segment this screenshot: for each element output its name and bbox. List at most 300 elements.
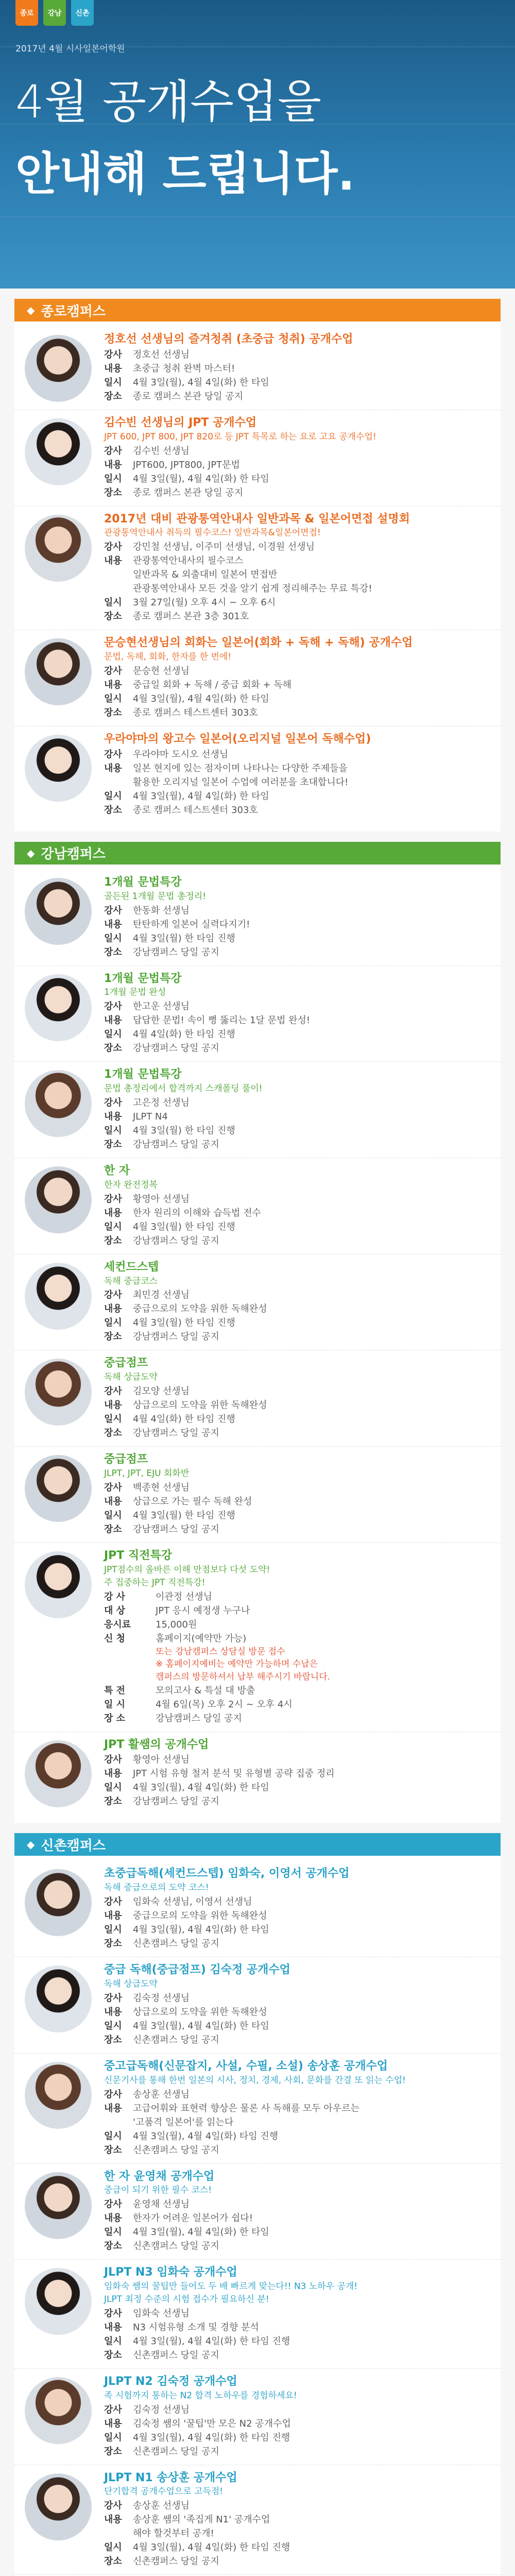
info-value: 신촌캠퍼스 당일 공지	[133, 2446, 219, 2457]
class-title: 중급 독해(중급점프) 김숙정 공개수업	[104, 1963, 290, 1977]
info-label: 일시	[104, 933, 122, 944]
class-details	[104, 512, 490, 624]
info-value: 강남캠퍼스 당일 공지	[156, 1713, 242, 1724]
info-label: 강사	[104, 666, 122, 676]
hero-subtitle: 2017년 4월 시사일본어학원	[15, 44, 125, 54]
info-row	[104, 362, 490, 376]
class-title: 한 자 윤영채 공개수업	[104, 2170, 215, 2183]
info-label: 내용	[104, 1768, 122, 1780]
info-value: 신촌캠퍼스 당일 공지	[133, 2034, 219, 2045]
class-title: 1개월 문법특강	[104, 1068, 182, 1081]
info-note: 또는 강남캠퍼스 상담실 방문 접수	[156, 1646, 285, 1657]
info-label: 강사	[104, 1097, 122, 1108]
info-row	[104, 748, 490, 761]
info-value: 4월 4일(화) 한 타임 진행	[133, 1414, 235, 1425]
info-value: 정호선 선생님	[133, 349, 190, 360]
info-row	[104, 596, 490, 609]
info-value: 초중급 청취 완벽 마스터!	[133, 363, 235, 374]
info-row	[104, 931, 490, 945]
class-item	[14, 506, 501, 631]
class-subtitle: 관광통역안내사 취득의 필수코스! 일반과목&일본어면접!	[104, 528, 321, 538]
info-value: 4월 3일(월) 한 타임 진행	[133, 1510, 235, 1521]
info-label: 일시	[104, 2432, 122, 2443]
info-value: 답답한 문법! 속이 뻥 뚫리는 1달 문법 완성!	[133, 1015, 311, 1026]
info-row	[104, 918, 490, 931]
instructor-photo	[25, 418, 92, 485]
info-value: 한동화 선생님	[133, 905, 190, 916]
info-label: 장소	[104, 707, 122, 718]
instructor-photo	[25, 1166, 92, 1233]
instructor-photo	[25, 1869, 92, 1936]
class-details	[104, 1866, 490, 1951]
info-value: 종로 캠퍼스 테스트센터 303호	[133, 707, 258, 718]
info-row	[104, 1316, 490, 1330]
info-label: 강사	[104, 749, 122, 760]
info-value: 4월 3일(월), 4월 4일(화) 한 타임 진행	[133, 2432, 290, 2443]
info-label: 내용	[104, 363, 122, 374]
class-subtitle: 족 시험까지 통하는 N2 합격 노하우를 경험하세요!	[104, 2390, 297, 2401]
info-label: 일시	[104, 377, 122, 388]
class-title: 중고급독해(신문잡지, 사설, 수필, 소설) 송상훈 공개수업	[104, 2059, 388, 2073]
class-subtitle: 독해 상급도약	[104, 1372, 158, 1383]
instructor-photo	[25, 515, 92, 582]
info-value: 강남캠퍼스 당일 공지	[133, 1331, 219, 1343]
info-value: 우라야마 도시오 선생님	[133, 749, 229, 760]
info-label: 내용	[104, 1496, 122, 1507]
info-row	[104, 1220, 490, 1234]
info-row	[104, 2320, 490, 2334]
info-label: 강사	[104, 1896, 122, 1908]
info-value: 4월 3일(월), 4월 4일(화) 한 타임	[133, 693, 269, 704]
class-item	[14, 1062, 501, 1158]
info-value: 강민철 선생님, 이주미 선생님, 이경원 선생님	[133, 541, 315, 553]
info-row	[104, 568, 490, 582]
class-item	[14, 2054, 501, 2164]
class-subtitle: 신문기사를 통해 한번 일본의 시사, 정치, 경제, 사회, 문화를 간결 또 읽는 수업!	[104, 2075, 406, 2086]
info-label: 일시	[104, 597, 122, 608]
info-value: 강남캠퍼스 당일 공지	[133, 1043, 219, 1054]
class-subtitle: 문법 총정리에서 합격까지 스캐폴딩 풀이!	[104, 1083, 263, 1094]
class-subtitle: 골든된 1개월 문법 총정리!	[104, 891, 207, 902]
info-label: 응시료	[104, 1619, 131, 1630]
info-label: 강사	[104, 445, 122, 456]
info-row	[104, 609, 490, 623]
info-row	[104, 1509, 490, 1522]
info-value: 관광통역안내사 모든 것을 알기 쉽게 정리해주는 무료 특강!	[133, 583, 372, 595]
info-row	[104, 2499, 490, 2513]
section-title: 강남캠퍼스	[41, 846, 106, 862]
info-value: 상급으로의 도약을 위한 독해완성	[133, 1400, 267, 1411]
info-value: 4월 3일(월), 4월 4일(화) 한 타임	[133, 1924, 269, 1936]
info-value: 상급으로의 도약을 위한 독해완성	[133, 2006, 267, 2018]
tag-jongro[interactable]: 종로	[15, 0, 38, 26]
info-label: 장 소	[104, 1713, 126, 1724]
info-value: 고급어휘와 표현력 향상은 물론 사 독해를 모두 아우르는	[133, 2103, 359, 2114]
info-label: 장소	[104, 2034, 122, 2045]
info-row	[104, 1192, 490, 1206]
class-details	[104, 1452, 490, 1536]
class-details	[104, 875, 490, 959]
info-row	[104, 1302, 490, 1316]
info-value: 종로 캠퍼스 본관 당일 공지	[133, 391, 244, 402]
location-pin-icon: ◆	[27, 1838, 35, 1851]
info-row	[104, 2115, 490, 2129]
info-row	[104, 1698, 490, 1711]
info-label: 일시	[104, 1125, 122, 1136]
class-item	[14, 1158, 501, 1255]
info-label: 강사	[104, 2089, 122, 2100]
class-details	[104, 1962, 490, 2047]
class-item	[14, 870, 501, 966]
class-details	[104, 1260, 490, 1344]
info-value: 한자가 어려운 일본어가 쉽다!	[133, 2213, 253, 2224]
class-title: 2017년 대비 관광통역안내사 일반과목 & 일본어면접 설명회	[104, 512, 410, 526]
info-label: 내용	[104, 2103, 122, 2114]
info-value: 중급으로의 도약을 위한 독해완성	[133, 1910, 267, 1922]
class-item	[14, 1732, 501, 1815]
info-row	[104, 1923, 490, 1937]
info-label: 장소	[104, 1331, 122, 1343]
class-title: JLPT N2 김숙정 공개수업	[104, 2375, 237, 2388]
info-label: 일시	[104, 693, 122, 704]
class-title: 우라야마의 왕고수 일본어(오리지널 일본어 독해수업)	[104, 733, 371, 745]
info-value: 송상훈 쌤의 '족집게 N1' 공개수업	[133, 2514, 270, 2526]
info-label: 일시	[104, 1221, 122, 1232]
info-row	[104, 486, 490, 500]
info-value: 강남캠퍼스 당일 공지	[133, 1523, 219, 1535]
info-row	[104, 2540, 490, 2554]
info-value: N3 시험유형 소개 및 경향 분석	[133, 2321, 259, 2333]
info-value: JPT 시험 유형 철저 분석 및 유형별 공략 집중 정리	[133, 1768, 335, 1780]
info-label: 강사	[104, 2199, 122, 2210]
info-row	[104, 348, 490, 362]
campus-tags	[15, 0, 94, 26]
info-label	[104, 582, 133, 596]
info-label: 내용	[104, 555, 122, 567]
info-value: 임화숙 선생님, 이영서 선생님	[133, 1896, 252, 1908]
class-title: 김수빈 선생님의 JPT 공개수업	[104, 416, 257, 429]
hero-title-line2: 안내해 드립니다.	[15, 147, 355, 200]
info-value: 4월 3일(월), 4월 4일(화) 한 타임	[133, 790, 269, 802]
info-value: 4월 3일(월), 4월 4일(화) 한 타임	[133, 1782, 269, 1793]
info-row	[104, 1767, 490, 1781]
info-label: 장소	[104, 2241, 122, 2252]
info-value: 활용한 오리지널 일본어 수업에 여러분을 초대합니다!	[133, 776, 349, 788]
info-row	[104, 2527, 490, 2540]
section-jongro	[14, 299, 501, 832]
info-label: 강사	[104, 1386, 122, 1397]
class-subtitle: 한자 완전정복	[104, 1179, 158, 1190]
info-row	[104, 1495, 490, 1509]
info-label	[104, 2115, 133, 2129]
section-header-sinchon	[14, 1833, 501, 1856]
info-value: 강남캠퍼스 당일 공지	[133, 1235, 219, 1246]
section-header-gangnam	[14, 842, 501, 865]
gangnam-class-list	[14, 865, 501, 1823]
info-label: 장소	[104, 2446, 122, 2457]
info-value: 송상훈 선생님	[133, 2089, 190, 2100]
jongro-class-list	[14, 321, 501, 832]
section-title: 종로캠퍼스	[41, 303, 106, 319]
info-value: 강남캠퍼스 당일 공지	[133, 1796, 219, 1807]
class-item	[14, 327, 501, 410]
class-item	[14, 1861, 501, 1957]
info-label: 내용	[104, 2006, 122, 2018]
info-value: 4월 3일(월) 한 타임 진행	[133, 1221, 235, 1232]
info-row	[104, 2033, 490, 2047]
class-subtitle: 독해 중급코스	[104, 1276, 158, 1286]
info-label: 강사	[104, 1193, 122, 1205]
class-title: 중급점프	[104, 1357, 148, 1370]
info-row	[104, 664, 490, 678]
class-subtitle: JLPT, JPT, EJU 회화반	[104, 1468, 190, 1479]
info-label: 일시	[104, 2542, 122, 2553]
info-value: 관광통역안내사의 필수코스	[133, 555, 244, 567]
info-label: 강사	[104, 2404, 122, 2415]
info-row	[104, 999, 490, 1013]
class-details	[104, 332, 490, 403]
info-label: 장소	[104, 2349, 122, 2361]
instructor-photo	[25, 1455, 92, 1522]
info-label: 일시	[104, 1924, 122, 1936]
class-subtitle: 1개월 문법 완성	[104, 987, 166, 998]
class-details	[104, 1355, 490, 1440]
info-row	[104, 472, 490, 486]
info-value: 김숙정 선생님	[133, 2404, 190, 2415]
info-label: 강사	[104, 1290, 122, 1301]
info-value: 종로 캠퍼스 테스트센터 303호	[133, 804, 258, 816]
hero-title-line1: 4월 공개수업을	[15, 75, 322, 128]
info-value: 상급으로 가는 필수 독해 완성	[133, 1496, 252, 1507]
section-sinchon	[14, 1833, 501, 2576]
class-item	[14, 2260, 501, 2369]
instructor-photo	[25, 638, 92, 705]
instructor-photo	[25, 2377, 92, 2444]
class-details	[104, 2470, 490, 2569]
info-value: 4월 3일(월) 한 타임 진행	[133, 933, 235, 944]
info-label: 내용	[104, 1303, 122, 1315]
info-row	[104, 1937, 490, 1951]
class-title: JPT 활쌤의 공개수업	[104, 1738, 209, 1751]
class-item	[14, 1350, 501, 1447]
info-row	[104, 1330, 490, 1344]
info-row	[104, 761, 490, 775]
class-subtitle: 임화숙 쌤의 꿀팁만 들어도 두 배 빠르게 맞는다!! N3 노하우 공개!	[104, 2281, 358, 2292]
info-row	[104, 775, 490, 789]
info-value: 송상훈 선생님	[133, 2500, 190, 2512]
info-row	[104, 2129, 490, 2143]
info-row	[104, 2088, 490, 2102]
info-row	[104, 2554, 490, 2568]
info-row	[104, 1590, 490, 1604]
info-label: 장소	[104, 946, 122, 958]
info-value: 김모양 선생님	[133, 1386, 190, 1397]
info-label: 장소	[104, 2556, 122, 2567]
class-item	[14, 1957, 501, 2054]
info-value: 4월 3일(월) 한 타임 진행	[133, 1125, 235, 1136]
tag-sinchon[interactable]: 신촌	[71, 0, 94, 26]
info-value: 신촌캠퍼스 당일 공지	[133, 2556, 219, 2567]
class-details	[104, 2169, 490, 2253]
info-value: 홈페이지(예약만 가능)	[156, 1633, 247, 1644]
info-label: 내용	[104, 2514, 122, 2526]
info-row	[104, 1110, 490, 1124]
info-row	[104, 1991, 490, 2005]
info-label: 내용	[104, 1400, 122, 1411]
info-value: 한고운 선생님	[133, 1001, 190, 1012]
info-value: 강남캠퍼스 당일 공지	[133, 1139, 219, 1150]
info-label: 강사	[104, 2500, 122, 2512]
location-pin-icon: ◆	[27, 304, 35, 316]
info-value: '고품격 일본어'를 읽는다	[133, 2116, 234, 2128]
info-value: 신촌캠퍼스 당일 공지	[133, 2349, 219, 2361]
instructor-photo	[25, 2172, 92, 2239]
info-label: 내용	[104, 1015, 122, 1026]
info-row	[104, 1481, 490, 1495]
info-label	[104, 775, 133, 789]
info-value: JPT600, JPT800, JPT문법	[133, 459, 240, 470]
info-value: 신촌캠퍼스 당일 공지	[133, 2241, 219, 2252]
class-subtitle: JPT점수의 올바른 이해 만점보다 다섯 도약!	[104, 1564, 270, 1575]
class-details	[104, 1737, 490, 1809]
info-row	[104, 1288, 490, 1302]
info-row	[104, 692, 490, 706]
info-value: 고은정 선생님	[133, 1097, 190, 1108]
info-value: 4월 3일(월), 4월 4일(화) 타임 진행	[133, 2130, 279, 2142]
info-label	[104, 568, 133, 582]
info-row	[104, 1895, 490, 1909]
class-item	[14, 966, 501, 1062]
instructor-photo	[25, 2268, 92, 2335]
info-value: 백종현 선생님	[133, 1482, 190, 1493]
info-value: 김숙정 선생님	[133, 1992, 190, 2004]
info-value: 4월 3일(월), 4월 4일(화) 한 타임	[133, 377, 269, 388]
info-label: 장소	[104, 1796, 122, 1807]
info-row	[104, 1412, 490, 1426]
info-value: 모의고사 & 특설 대 방출	[156, 1685, 255, 1696]
info-row	[104, 2513, 490, 2527]
info-row	[104, 945, 490, 959]
info-value: 문승현 선생님	[133, 666, 190, 676]
info-row	[104, 1618, 490, 1632]
section-gangnam	[14, 842, 501, 1823]
info-row	[104, 803, 490, 817]
info-label: 일시	[104, 2227, 122, 2238]
info-value: 신촌캠퍼스 당일 공지	[133, 1938, 219, 1950]
hero-banner	[0, 0, 515, 289]
info-row	[104, 2143, 490, 2157]
info-label: 장소	[104, 1235, 122, 1246]
info-row	[104, 2239, 490, 2253]
info-value: 15,000원	[156, 1619, 197, 1630]
info-row	[104, 1234, 490, 1248]
info-value: 4월 4일(화) 한 타임 진행	[133, 1029, 235, 1040]
info-row	[104, 2445, 490, 2459]
info-label: 일시	[104, 2130, 122, 2142]
info-note: ※ 홈페이지예비는 예약만 가능하며 수납은	[156, 1659, 318, 1670]
location-pin-icon: ◆	[27, 846, 35, 859]
info-row	[104, 389, 490, 403]
info-value: 윤영채 선생님	[133, 2199, 190, 2210]
class-subtitle: 독해 중급으로의 도약 코스!	[104, 1883, 209, 1893]
info-value: 4월 3일(월), 4월 4일(화) 한 타임	[133, 2227, 269, 2238]
info-row	[104, 2005, 490, 2019]
info-row	[104, 1909, 490, 1923]
info-label: 장소	[104, 1139, 122, 1150]
info-row	[104, 458, 490, 472]
info-row	[104, 2225, 490, 2239]
class-title: JLPT N1 송상훈 공개수업	[104, 2471, 237, 2484]
info-value: 일본 현지에 있는 점자이며 나타나는 다양한 주제들을	[133, 762, 348, 774]
info-value: 일반과목 & 외출대비 일본어 면접반	[133, 569, 278, 581]
info-label: 내용	[104, 1207, 122, 1218]
info-value: 종로 캠퍼스 본관 3층 301호	[133, 611, 249, 622]
class-item	[14, 1255, 501, 1351]
info-row	[104, 1753, 490, 1767]
tag-gangnam[interactable]: 강남	[43, 0, 66, 26]
info-label: 장소	[104, 1043, 122, 1054]
info-row	[104, 1522, 490, 1536]
info-label: 강사	[104, 905, 122, 916]
info-value: 김숙정 쌤의 '꿀팁'만 모은 N2 공개수업	[133, 2418, 291, 2429]
class-details	[104, 2374, 490, 2459]
info-label: 장소	[104, 1938, 122, 1950]
info-value: 한자 원리의 이해와 습득법 전수	[133, 1207, 261, 1218]
class-details	[104, 1548, 490, 1725]
info-value: 강남캠퍼스 당일 공지	[133, 946, 219, 958]
info-label: 일시	[104, 790, 122, 802]
info-row	[104, 540, 490, 554]
class-item	[14, 2164, 501, 2260]
info-value: JPT 응시 예정생 누구나	[156, 1605, 250, 1616]
info-row	[104, 706, 490, 720]
class-subtitle: 독해 상급도약	[104, 1978, 158, 1989]
info-value: 강남캠퍼스 당일 공지	[133, 1428, 219, 1439]
class-details	[104, 415, 490, 500]
section-header-jongro	[14, 299, 501, 321]
instructor-photo	[25, 974, 92, 1041]
info-label: 대 상	[104, 1605, 126, 1616]
info-label: 일시	[104, 2335, 122, 2347]
info-value: 황영아 선생님	[133, 1193, 190, 1205]
info-value: 황영아 선생님	[133, 1754, 190, 1766]
info-value: 3월 27일(월) 오후 4시 ~ 오후 6시	[133, 597, 276, 608]
info-row	[104, 1781, 490, 1794]
class-title: 1개월 문법특강	[104, 972, 182, 985]
info-label: 강사	[104, 1754, 122, 1766]
info-value: 중급으로의 도약을 위한 독해완성	[133, 1303, 267, 1315]
class-subtitle: JPT 600, JPT 800, JPT 820로 등 JPT 특목로 하는 요로 고요 공개수업!	[104, 431, 376, 442]
info-row	[104, 2019, 490, 2033]
info-label: 장소	[104, 804, 122, 816]
info-row	[104, 2417, 490, 2431]
info-row	[104, 1206, 490, 1220]
instructor-photo	[25, 1740, 92, 1807]
instructor-photo	[25, 878, 92, 945]
info-label: 강사	[104, 541, 122, 553]
class-subtitle: 주 집중하는 JPT 직전특강!	[104, 1577, 205, 1588]
info-label: 장소	[104, 391, 122, 402]
info-label: 강사	[104, 2308, 122, 2319]
info-label: 내용	[104, 919, 122, 930]
info-row	[104, 904, 490, 918]
info-row	[104, 2102, 490, 2115]
info-row	[104, 444, 490, 458]
info-row	[104, 1632, 490, 1646]
info-row	[104, 1426, 490, 1440]
class-title: JLPT N3 임화숙 공개수업	[104, 2266, 237, 2279]
class-subtitle: JLPT 최정 수준의 시험 접수가 필요하신 분!	[104, 2294, 269, 2304]
